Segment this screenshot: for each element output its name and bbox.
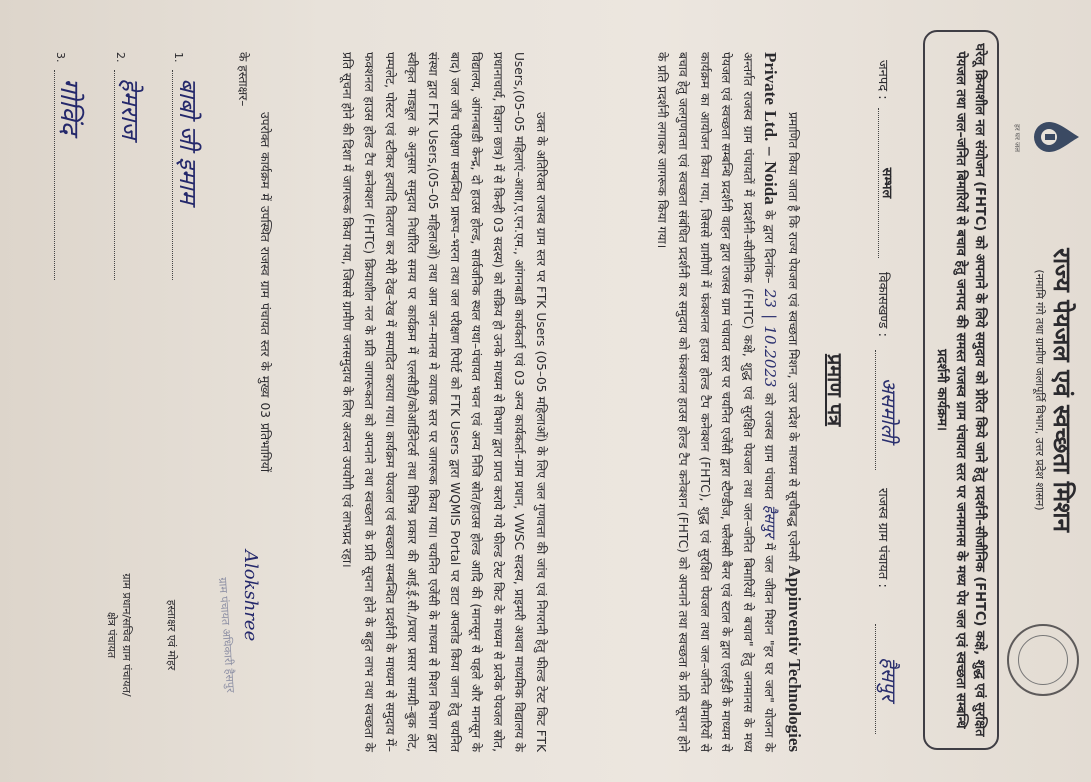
certificate-title: प्रमाण पत्र xyxy=(823,353,847,427)
program-date: 23 | 10.2023 xyxy=(761,288,780,388)
p1-b: के द्वारा दिनांक– xyxy=(762,210,777,284)
gram-value: हैसपुर xyxy=(875,624,903,734)
official-role: ग्राम प्रधान/सचिव ग्राम पंचायत/ xyxy=(120,573,133,697)
signature-line-3 xyxy=(33,52,93,452)
paragraph-3: उपरोक्त कार्यक्रम में उपस्थित राजस्व ग्राम पंचायत स्तर के मुख्य 03 प्रतिभागियों के हस्ताक्षर– xyxy=(236,52,272,472)
official-role-2: क्षेत्र पंचायत xyxy=(105,611,118,659)
p1-a: प्रमाणित किया जाता है कि राज्य पेयजल एवं स्वच्छता मिशन, उत्तर प्रदेश के माध्यम से सूचीबद्ध एजेन्सी xyxy=(786,112,800,562)
official-sign-block xyxy=(104,520,261,750)
signature-1: बाबो जी इमाम xyxy=(174,78,202,204)
program-title-box: घरेलू क्रियाशील नल संयोजन (FHTC) को अपनाने के लिये समुदाय को प्रेरित किये जाने हेतु प्रदर्शनी–सीजीनिक (FHTC) कक्षे, शुद्ध एवं सुरक्षित पेयजल तथा जल–जनित बिमारियों से बचाव हेतु जनपद की समस्त राजस्व ग्राम पंचायत स्तर पर जनमानस के मध्य पेय जल एवं स्वच्छता सम्बन्धि प्रदर्शनी कार्यक्रम। xyxy=(923,30,999,750)
signature-line-1 xyxy=(153,52,211,452)
sig-1-number: 1. xyxy=(172,52,185,63)
paragraph-1 xyxy=(651,52,806,752)
logo-caption: हर घर जल xyxy=(1013,124,1021,152)
janpad-value: सम्भल xyxy=(879,167,894,199)
signature-2: हेमराज xyxy=(116,78,144,139)
org-subtitle: (नमामि गंगे तथा ग्रामीण जलापूर्ति विभाग, उत्तर प्रदेश शासन) xyxy=(1033,269,1046,511)
participant-signatures xyxy=(33,52,211,452)
har-ghar-jal-logo xyxy=(1025,108,1083,166)
official-signature: Alokshree xyxy=(240,550,261,642)
sig-2-number: 2. xyxy=(114,52,127,63)
p1-d: में जल जीवन मिशन "हर घर जल" योजना के अन्तर्गत राजस्व ग्राम पंचायतों में प्रदर्शनी–सीजीनिक (FHTC) कक्षे, शुद्ध एवं सुरक्षित पेयजल तथा जल–जनित बिमारियों से बचाव" हेतु जनमानस के मध्य पेयजल एवं स्वच्छता सम्बन्धि प्रदर्शनी वाहन द्वारा राजस्व ग्राम पंचायत स्तर पर चयनित एजेंसी द्वारा स्टैण्डीज, फ्लैक्सी बैनर एवं स्टाल के द्वारा एलईडी के माध्यम से कार्यक्रम का आयोजन किया गया, जिससे ग्रामीणों में फंक्शनल हाउस होल्ड टैप कनेक्शन (FHTC), शुद्ध एवं सुरक्षित पेयजल तथा जल–जनित बीमारियों से बचाव हेतु जलगुणवत्ता एवं स्वच्छता संबंधित प्रदर्शनी कर समुदाय को फंक्शनल हाउस होल्ड टैप कनेक्शन (FHTC) को अपनाने तथा स्वच्छता के प्रति सूचना होने के प्रति प्रदर्शनी लगाकर जागरूक किया गया। xyxy=(655,52,777,753)
gram-handwritten: हैसपुर xyxy=(761,504,780,538)
official-stamp: ग्राम पंचायत अधिकारी हैसपुर xyxy=(215,576,238,694)
gram-label: राजस्व ग्राम पंचायत : xyxy=(875,488,890,588)
org-title: राज्य पेयजल एवं स्वच्छता मिशन xyxy=(1048,248,1076,532)
agency-name: Appinventiv Technologies Private Ltd. – Noida xyxy=(761,52,804,752)
up-emblem-logo xyxy=(1007,624,1079,696)
sig-3-number: 3. xyxy=(54,52,67,63)
signature-line-2 xyxy=(93,52,153,452)
janpad-label: जनपद : xyxy=(875,60,890,100)
vikas-label: विकासखण्ड : xyxy=(875,272,890,338)
vikas-value: असमोली xyxy=(875,350,903,470)
paragraph-2: उक्त के अतिरिक्त राजस्व ग्राम स्तर पर FTK Users (05–05 महिलाओं) के लिए जल गुणवत्ता की जांच एवं निगरानी हेतु फील्ड टेस्ट किट FTK Users,(05–05 महिलाएं–आशा,ए.एन.एम., आंगनबाडी कार्यकर्ता एवं 03 अन्य कार्यकर्ता–ग्राम प्रधान, VWSC सदस्य, प्राइमरी अथवा माध्यमिक विद्यालय के प्रधानाचार्य, विज्ञान छात्र) में से किन्ही 03 सदस्य) को सक्रिय हो उनके माध्यम से विभाग द्वारा प्राप्त कराये गये फील्ड टेस्ट किट के माध्यम से प्रत्येक पेयजल स्रोत, विद्यालय, आंगनबाडी केन्द्र, दो हाउस होल्ड, सार्वजनिक स्थल यथा–पंचायत भवन एवं अन्य निजि स्रोत/हाउस होल्ड आदि की (मानसून से पहले और मानसून के बाद) जल जाँच परीक्षण सम्बन्धित प्रारूप–भरना तथा जल परीक्षण रिपोर्ट को FTK Users द्वारा WQMIS Portal पर डाटा अपलोड किया जाना हेतु चयनित संस्था द्वारा FTK Users,(05–05 महिलाओं) तथा आम जन–मानस मे व्यापक स्तर पर जागरूक किया गया। चयनित एजेंसी के माध्यम से मिशन विभाग द्वारा स्वीकृत माड्यूल के अनुसार समुदाय निर्धारित समय पर कार्यक्रम में एलसीडी/कोआर्डिनेटर्स तथा विभिन्न प्रकार की आई.ई.सी./प्रचार प्रसार सामग्री–बुक लेट, पम्पलेट, पोस्टर एवं स्टीकर इत्यादि वितरण कर मेरी देख–रेख में सम्पादित कराया गया। कार्यक्रम पेयजल एवं स्वच्छता सम्बन्धित प्रदर्शनी के माध्यम से समुदाय में–फक्शनल हाउस होल्ड टैप कनेक्शन (FHTC) क्रियाशील नल के प्रति जागरूकता को अपनाने तथा स्वच्छता के प्रति सूचना होने के बहुत लाभ तथा स्वच्छता के प्रति सूचना होने की दिशा में जागरूक किया गया, जिससे ग्रामीण जनसमुदाय के लिए अत्यन्त उपयोगी एवं लाभप्रद रहा। xyxy=(340,52,548,752)
p1-c: को राजस्व ग्राम पंचायत xyxy=(762,392,777,500)
signature-3: गोविंद xyxy=(54,78,84,135)
sign-caption: हस्ताक्षर एवं मोहर xyxy=(165,599,178,671)
